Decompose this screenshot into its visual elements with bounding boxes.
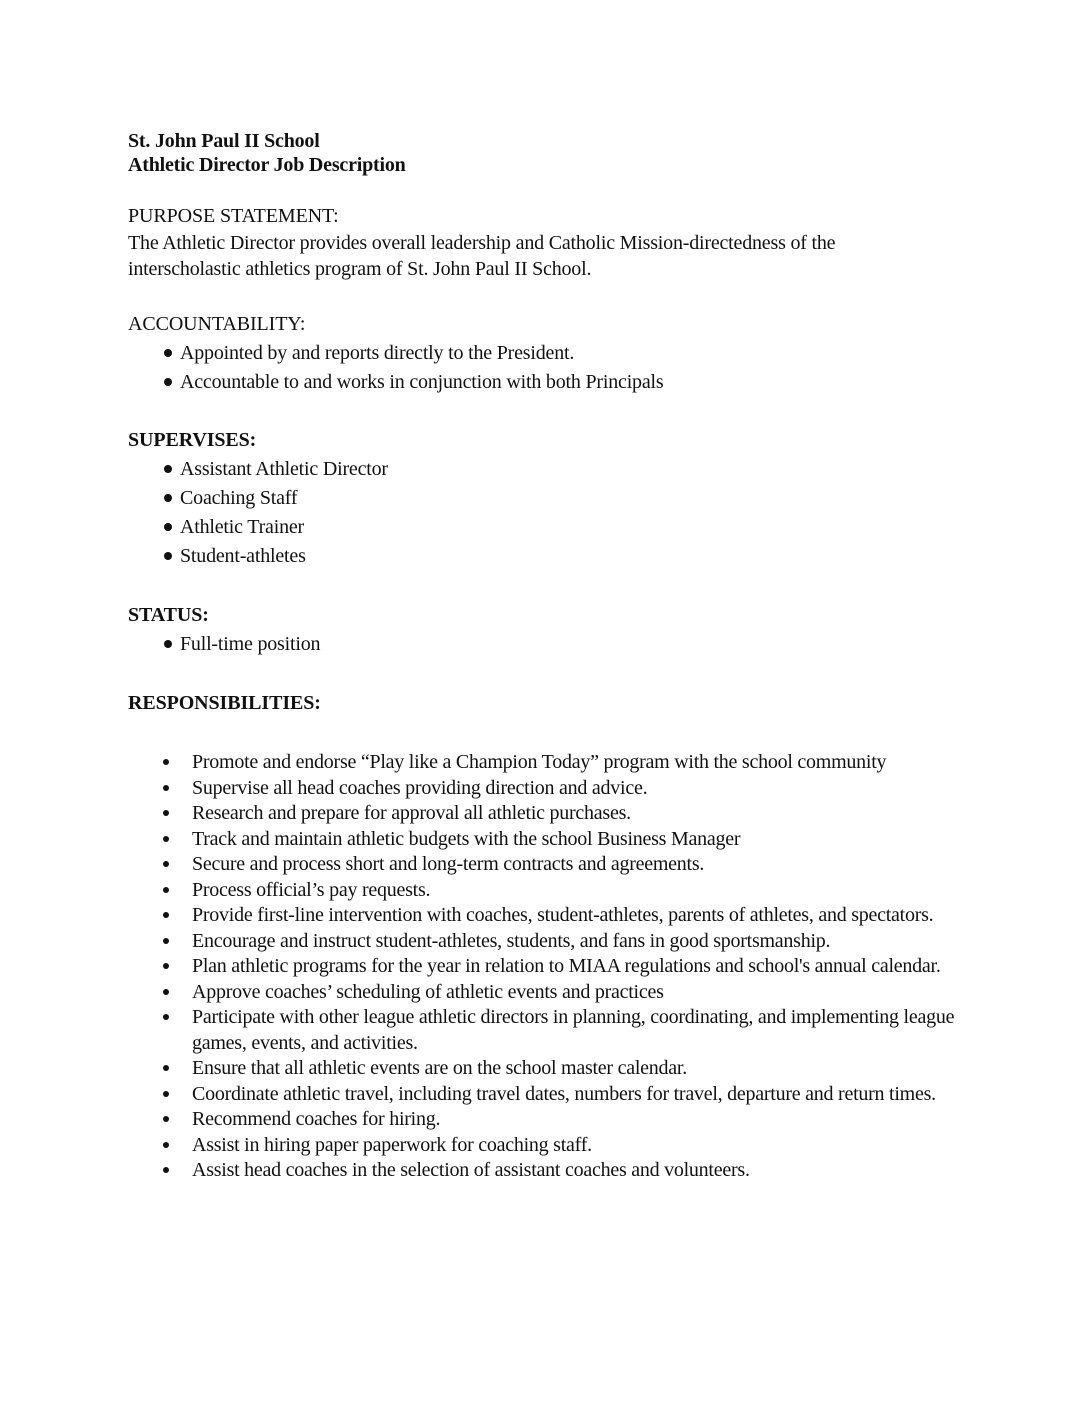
bullet-icon xyxy=(163,912,169,918)
bullet-icon xyxy=(163,1091,169,1097)
purpose-text: The Athletic Director provides overall leadership and Catholic Mission-directedness of the interscholastic athletics program of St. John Paul II School. xyxy=(128,232,836,280)
bullet-icon xyxy=(163,1014,169,1020)
supervises-item: Athletic Trainer xyxy=(160,514,388,543)
bullet-icon xyxy=(164,349,172,357)
bullet-icon xyxy=(164,640,172,648)
supervises-item: Coaching Staff xyxy=(160,485,388,514)
responsibility-item: Recommend coaches for hiring. xyxy=(160,1107,980,1133)
bullet-icon xyxy=(164,523,172,531)
supervises-list xyxy=(160,456,388,572)
responsibility-item: Encourage and instruct student-athletes, students, and fans in good sportsmanship. xyxy=(160,929,980,955)
responsibility-item: Approve coaches’ scheduling of athletic events and practices xyxy=(160,980,980,1006)
purpose-heading: PURPOSE STATEMENT: xyxy=(128,205,339,227)
responsibility-item: Provide first-line intervention with coaches, student-athletes, parents of athletes, and spectators. xyxy=(160,903,980,929)
responsibilities-list xyxy=(160,750,980,1184)
bullet-icon xyxy=(164,494,172,502)
bullet-icon xyxy=(163,938,169,944)
responsibility-item: Process official’s pay requests. xyxy=(160,878,980,904)
responsibilities-heading: RESPONSIBILITIES: xyxy=(128,692,321,714)
supervises-item: Student-athletes xyxy=(160,543,388,572)
status-list xyxy=(160,631,320,660)
accountability-heading: ACCOUNTABILITY: xyxy=(128,313,306,335)
document-title: Athletic Director Job Description xyxy=(128,154,406,176)
bullet-icon xyxy=(163,1167,169,1173)
responsibility-item: Supervise all head coaches providing direction and advice. xyxy=(160,776,980,802)
accountability-item: Appointed by and reports directly to the President. xyxy=(160,340,663,369)
responsibility-item: Assist head coaches in the selection of assistant coaches and volunteers. xyxy=(160,1158,980,1184)
bullet-icon xyxy=(163,810,169,816)
bullet-icon xyxy=(163,785,169,791)
bullet-icon xyxy=(164,378,172,386)
responsibility-item: Participate with other league athletic directors in planning, coordinating, and implementing league games, events, and activities. xyxy=(160,1005,980,1056)
bullet-icon xyxy=(163,836,169,842)
responsibility-item: Research and prepare for approval all athletic purchases. xyxy=(160,801,980,827)
supervises-item: Assistant Athletic Director xyxy=(160,456,388,485)
responsibility-item: Assist in hiring paper paperwork for coaching staff. xyxy=(160,1133,980,1159)
responsibility-item: Secure and process short and long-term contracts and agreements. xyxy=(160,852,980,878)
status-item: Full-time position xyxy=(160,631,320,660)
bullet-icon xyxy=(163,989,169,995)
bullet-icon xyxy=(164,552,172,560)
supervises-heading: SUPERVISES: xyxy=(128,429,257,451)
responsibility-item: Track and maintain athletic budgets with the school Business Manager xyxy=(160,827,980,853)
responsibility-item: Promote and endorse “Play like a Champion Today” program with the school community xyxy=(160,750,980,776)
bullet-icon xyxy=(163,861,169,867)
school-name: St. John Paul II School xyxy=(128,130,320,152)
bullet-icon xyxy=(163,1116,169,1122)
bullet-icon xyxy=(163,759,169,765)
responsibility-item: Plan athletic programs for the year in relation to MIAA regulations and school's annual calendar. xyxy=(160,954,980,980)
responsibility-item: Ensure that all athletic events are on the school master calendar. xyxy=(160,1056,980,1082)
bullet-icon xyxy=(163,1065,169,1071)
bullet-icon xyxy=(164,465,172,473)
status-heading: STATUS: xyxy=(128,604,209,626)
bullet-icon xyxy=(163,963,169,969)
accountability-list xyxy=(160,340,663,398)
accountability-item: Accountable to and works in conjunction with both Principals xyxy=(160,369,663,398)
responsibility-item: Coordinate athletic travel, including travel dates, numbers for travel, departure and return times. xyxy=(160,1082,980,1108)
bullet-icon xyxy=(163,887,169,893)
bullet-icon xyxy=(163,1142,169,1148)
